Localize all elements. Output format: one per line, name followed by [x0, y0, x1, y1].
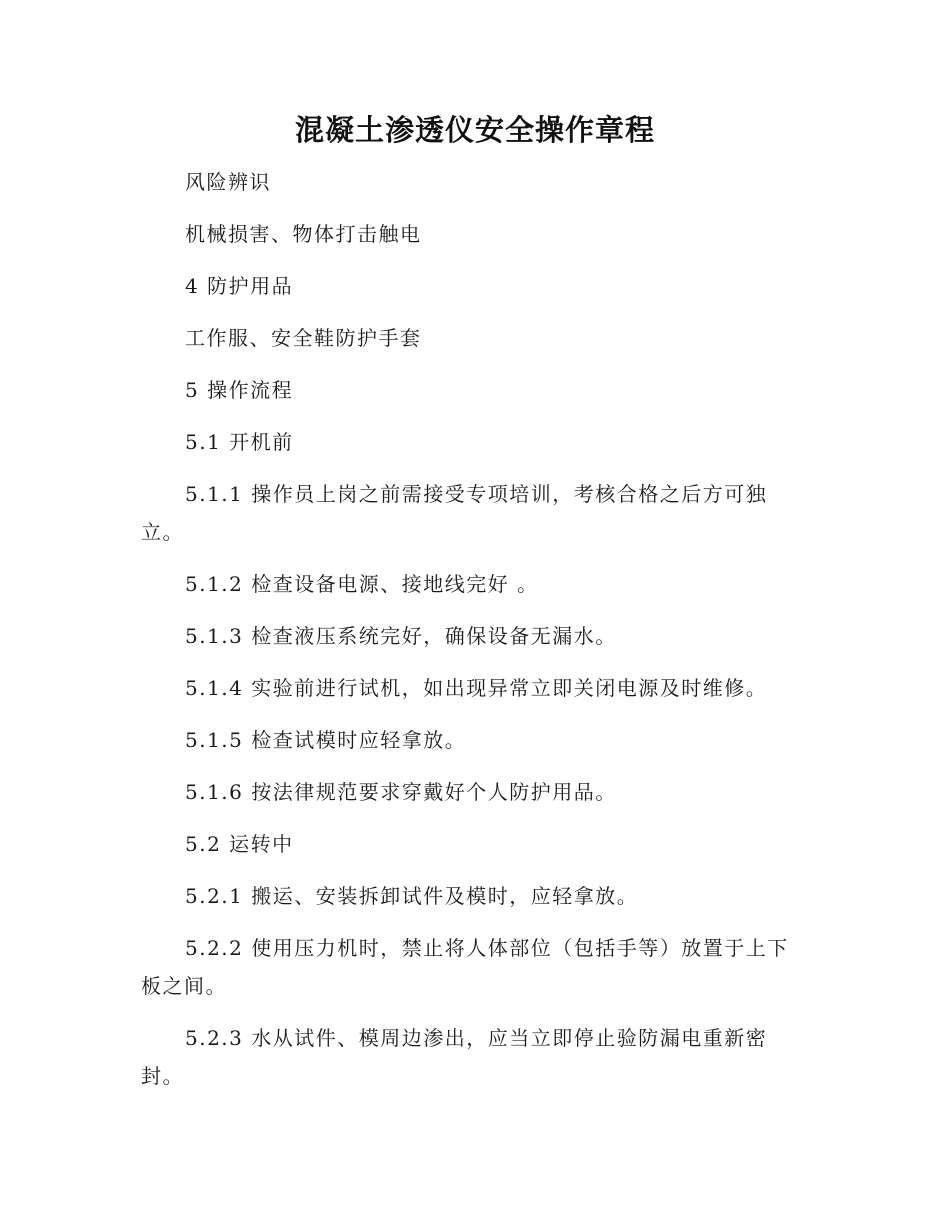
paragraph-5-2-1: 5.2.1 搬运、安装拆卸试件及模时，应轻拿放。 [185, 884, 639, 908]
paragraph-5-1-4: 5.1.4 实验前进行试机，如出现异常立即关闭电源及时维修。 [185, 676, 768, 700]
document-body [141, 163, 801, 1109]
paragraph-ppe-list: 工作服、安全鞋防护手套 [185, 326, 422, 350]
paragraph-5-1-2: 5.1.2 检查设备电源、接地线完好 。 [185, 572, 539, 596]
paragraph-running-heading: 5.2 运转中 [185, 832, 294, 856]
paragraph-5-1-5: 5.1.5 检查试模时应轻拿放。 [185, 728, 467, 752]
paragraph-5-2-3: 5.2.3 水从试件、模周边渗出，应当立即停止验防漏电重新密封。 [141, 1026, 768, 1088]
paragraph-procedure-heading: 5 操作流程 [185, 378, 294, 402]
paragraph-5-1-6: 5.1.6 按法律规范要求穿戴好个人防护用品。 [185, 780, 617, 804]
paragraph-5-2-2: 5.2.2 使用压力机时，禁止将人体部位（包括手等）放置于上下板之间。 [141, 936, 789, 998]
paragraph-risk-list: 机械损害、物体打击触电 [185, 222, 422, 246]
paragraph-5-1-3: 5.1.3 检查液压系统完好，确保设备无漏水。 [185, 624, 617, 648]
paragraph-risk-heading: 风险辨识 [185, 170, 271, 194]
paragraph-5-1-1: 5.1.1 操作员上岗之前需接受专项培训，考核合格之后方可独立。 [141, 482, 768, 544]
paragraph-before-start-heading: 5.1 开机前 [185, 430, 294, 454]
paragraph-ppe-heading: 4 防护用品 [185, 274, 294, 298]
document-title: 混凝土渗透仪安全操作章程 [294, 113, 655, 147]
